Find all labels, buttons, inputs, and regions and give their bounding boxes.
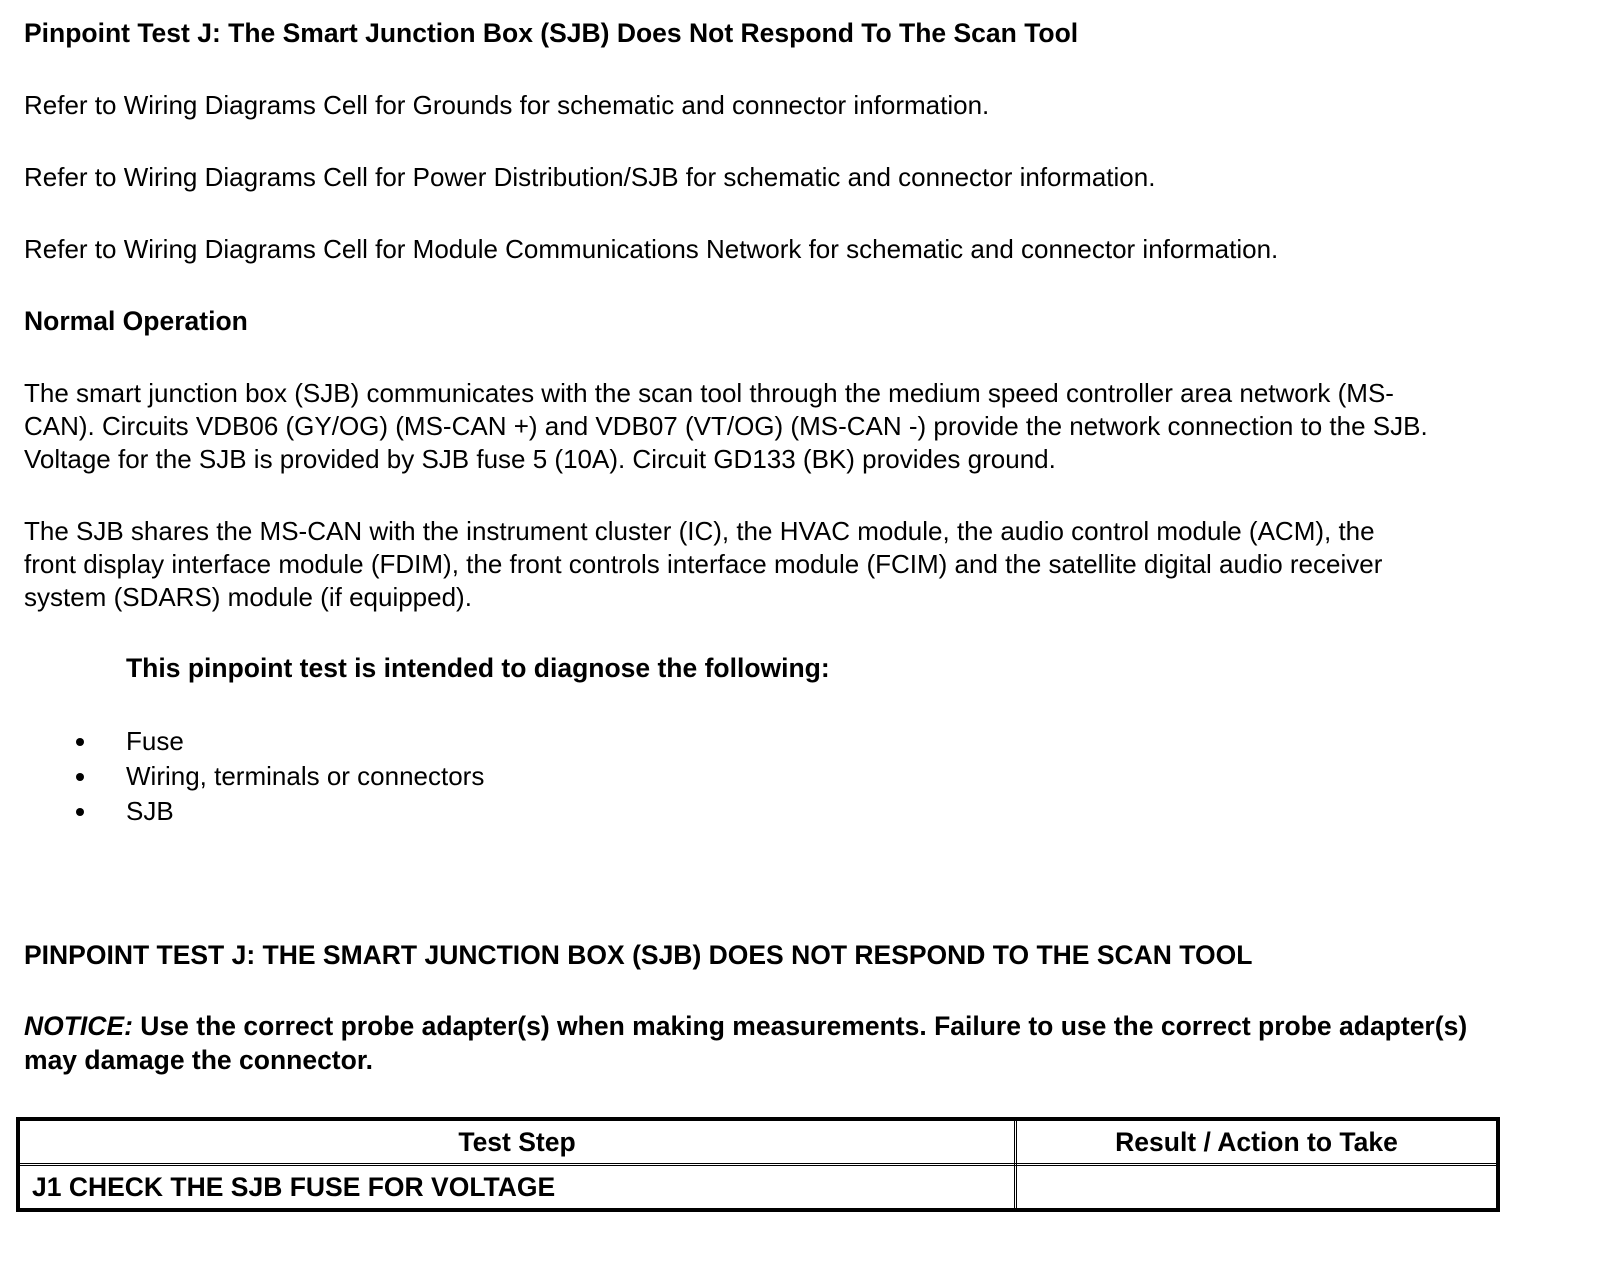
table-row [18, 1165, 1498, 1211]
test-step-cell: J1 CHECK THE SJB FUSE FOR VOLTAGE [18, 1165, 1016, 1211]
normal-operation-paragraph-2-line-2: front display interface module (FDIM), the front controls interface module (FCIM) and the satellite digital audio receiver [24, 549, 1383, 579]
notice-label: NOTICE: [24, 1011, 133, 1041]
list-item-label: Fuse [126, 726, 184, 756]
bullet-icon [76, 808, 84, 816]
column-header-result-action: Result / Action to Take [1016, 1119, 1499, 1165]
list-item-label: SJB [126, 796, 174, 826]
table-header-row [18, 1119, 1498, 1165]
normal-operation-paragraph-1-line-1: The smart junction box (SJB) communicates with the scan tool through the medium speed controller area network (MS- [24, 378, 1394, 408]
reference-grounds: Refer to Wiring Diagrams Cell for Grounds for schematic and connector information. [24, 90, 990, 120]
result-action-cell [1016, 1165, 1499, 1211]
normal-operation-paragraph-2-line-3: system (SDARS) module (if equipped). [24, 582, 472, 612]
notice-block [24, 1010, 1504, 1077]
page-title: Pinpoint Test J: The Smart Junction Box (SJB) Does Not Respond To The Scan Tool [24, 18, 1079, 48]
list-item-label: Wiring, terminals or connectors [126, 761, 485, 791]
column-header-test-step: Test Step [18, 1119, 1016, 1165]
normal-operation-paragraph-1-line-3: Voltage for the SJB is provided by SJB fuse 5 (10A). Circuit GD133 (BK) provides ground. [24, 444, 1056, 474]
reference-module-communications: Refer to Wiring Diagrams Cell for Module Communications Network for schematic and connector information. [24, 234, 1279, 264]
test-step-table [16, 1117, 1500, 1212]
pinpoint-test-heading: PINPOINT TEST J: THE SMART JUNCTION BOX (SJB) DOES NOT RESPOND TO THE SCAN TOOL [24, 940, 1253, 970]
normal-operation-paragraph-1-line-2: CAN). Circuits VDB06 (GY/OG) (MS-CAN +) and VDB07 (VT/OG) (MS-CAN -) provide the network connection to the SJB. [24, 411, 1428, 441]
normal-operation-heading: Normal Operation [24, 306, 248, 336]
notice-text: Use the correct probe adapter(s) when making measurements. Failure to use the correct probe adapter(s) may damage the connector. [24, 1011, 1468, 1075]
bullet-icon [76, 738, 84, 746]
bullet-icon [76, 773, 84, 781]
diagnose-intro: This pinpoint test is intended to diagnose the following: [126, 653, 830, 683]
normal-operation-paragraph-2-line-1: The SJB shares the MS-CAN with the instrument cluster (IC), the HVAC module, the audio control module (ACM), the [24, 516, 1375, 546]
reference-power-distribution: Refer to Wiring Diagrams Cell for Power Distribution/SJB for schematic and connector information. [24, 162, 1156, 192]
